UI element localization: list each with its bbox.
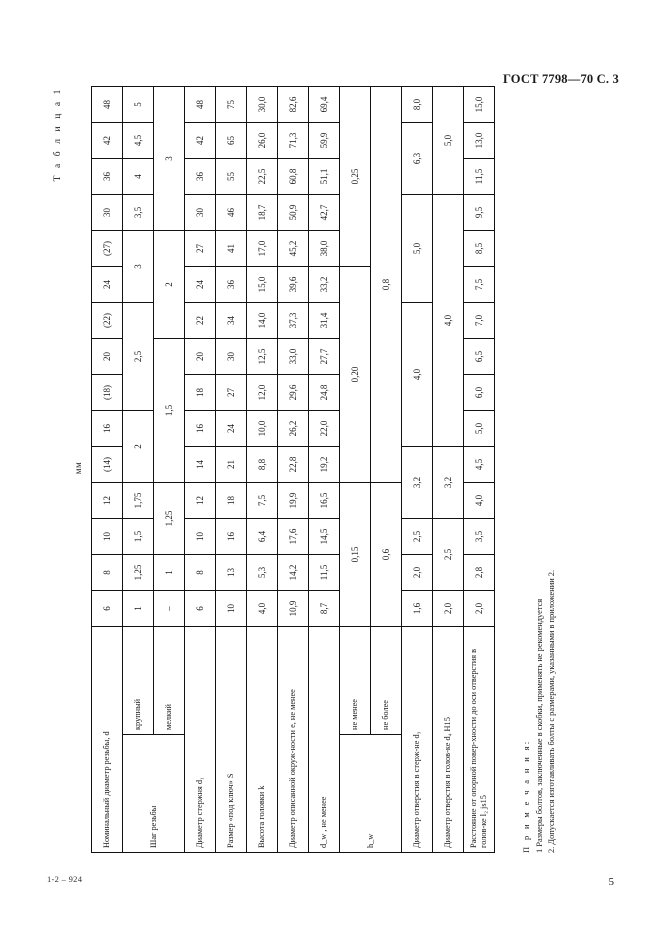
shank-d1-4: 14	[184, 446, 215, 482]
head-k-7: 12,5	[246, 338, 277, 374]
head-k-5: 10,0	[246, 410, 277, 446]
shank-d1-1: 8	[184, 554, 215, 590]
col-header-8: (22)	[91, 302, 122, 338]
dw-min-14: 69,4	[308, 86, 339, 122]
l2-7: 6,5	[463, 338, 494, 374]
col-header-9: 24	[91, 266, 122, 302]
col-header-2: 10	[91, 518, 122, 554]
shank-d1-9: 24	[184, 266, 215, 302]
wrench-s-13: 65	[215, 122, 246, 158]
pitch-fine-3: 1,5	[153, 338, 184, 482]
table-row-distance-l2	[463, 50, 494, 852]
head-k-14: 30,0	[246, 86, 277, 122]
head-k-13: 26,0	[246, 122, 277, 158]
shank-d1-6: 18	[184, 374, 215, 410]
shank-d1-14: 48	[184, 86, 215, 122]
page-number: 5	[608, 876, 614, 888]
wrench-s-8: 34	[215, 302, 246, 338]
hw-min-2: 0,25	[339, 86, 370, 266]
col-header-0: 6	[91, 590, 122, 626]
l2-14: 15,0	[463, 86, 494, 122]
hw-max-1: 0,8	[370, 86, 401, 482]
head-k-9: 15,0	[246, 266, 277, 302]
col-header-1: 8	[91, 554, 122, 590]
d3-3: 3,2	[401, 446, 432, 518]
footer-left: 1-2 – 924	[47, 874, 83, 884]
col-header-7: 20	[91, 338, 122, 374]
pitch-coarse-9: 4,5	[122, 122, 153, 158]
e-min-7: 33,0	[277, 338, 308, 374]
notes-block	[521, 83, 559, 853]
head-k-6: 12,0	[246, 374, 277, 410]
hw-max-0: 0,6	[370, 482, 401, 626]
dw-min-0: 8,7	[308, 590, 339, 626]
bolt-dimensions-table	[91, 50, 495, 853]
dw-min-1: 11,5	[308, 554, 339, 590]
head-k-0: 4,0	[246, 590, 277, 626]
col-header-3: 12	[91, 482, 122, 518]
wrench-s-6: 27	[215, 374, 246, 410]
pitch-coarse-7: 3,5	[122, 194, 153, 230]
note-item-1: 1 Размеры болтов, заключенные в скобки, применять не рекомендуется	[534, 598, 544, 853]
table-row-nominal-diameter	[91, 50, 122, 852]
e-min-14: 82,6	[277, 86, 308, 122]
wrench-s-0: 10	[215, 590, 246, 626]
pitch-fine-4: 2	[153, 230, 184, 338]
dw-min-11: 42,7	[308, 194, 339, 230]
e-min-13: 71,3	[277, 122, 308, 158]
table-row-hole-shank	[401, 50, 432, 852]
table-row-dw	[308, 50, 339, 852]
pitch-coarse-5: 2,5	[122, 302, 153, 410]
row-label-circumscribed-diameter: Диаметр описанной окруж‑ности e, не менее	[277, 626, 308, 852]
d3-1: 2,0	[401, 554, 432, 590]
pitch-coarse-1: 1,25	[122, 554, 153, 590]
col-header-12: 36	[91, 158, 122, 194]
d4-0: 2,0	[432, 590, 463, 626]
pitch-coarse-2: 1,5	[122, 518, 153, 554]
dw-min-9: 33,2	[308, 266, 339, 302]
shank-d1-10: 27	[184, 230, 215, 266]
table-row-circumscribed-diameter	[277, 50, 308, 852]
l2-3: 4,0	[463, 482, 494, 518]
table-row-pitch-coarse	[122, 50, 153, 852]
wrench-s-1: 13	[215, 554, 246, 590]
wrench-s-11: 46	[215, 194, 246, 230]
row-label-distance-l2: Расстояние от опорной повер‑хности до оси отверстия в голов‑ке l₂ js15	[463, 626, 494, 852]
row-label-hw: h_w	[339, 735, 401, 853]
col-header-4: (14)	[91, 446, 122, 482]
e-min-4: 22,8	[277, 446, 308, 482]
wrench-s-2: 16	[215, 518, 246, 554]
pitch-coarse-0: 1	[122, 590, 153, 626]
row-label-pitch-fine: мелкий	[153, 626, 184, 734]
shank-d1-8: 22	[184, 302, 215, 338]
e-min-3: 19,9	[277, 482, 308, 518]
page-header: ГОСТ 7798—70 С. 3	[502, 72, 619, 86]
head-k-2: 6,4	[246, 518, 277, 554]
table-caption: Т а б л и ц а 1	[52, 87, 63, 182]
head-k-12: 22,5	[246, 158, 277, 194]
d3-4: 4,0	[401, 302, 432, 446]
pitch-coarse-8: 4	[122, 158, 153, 194]
dw-min-10: 38,0	[308, 230, 339, 266]
row-label-hole-head: Диаметр отверстия в голов‑ке d₄ H15	[432, 626, 463, 852]
table-row-pitch-fine	[153, 50, 184, 852]
e-min-0: 10,9	[277, 590, 308, 626]
wrench-s-4: 21	[215, 446, 246, 482]
l2-12: 11,5	[463, 158, 494, 194]
e-min-2: 17,6	[277, 518, 308, 554]
e-min-6: 29,6	[277, 374, 308, 410]
dw-min-6: 24,8	[308, 374, 339, 410]
l2-4: 4,5	[463, 446, 494, 482]
dw-min-7: 27,7	[308, 338, 339, 374]
e-min-5: 26,2	[277, 410, 308, 446]
dw-min-3: 16,5	[308, 482, 339, 518]
unit-label: мм	[72, 461, 83, 475]
l2-2: 3,5	[463, 518, 494, 554]
head-k-10: 17,0	[246, 230, 277, 266]
head-k-8: 14,0	[246, 302, 277, 338]
shank-d1-3: 12	[184, 482, 215, 518]
dw-min-5: 22,0	[308, 410, 339, 446]
col-header-6: (18)	[91, 374, 122, 410]
pitch-fine-5: 3	[153, 86, 184, 230]
table-row-head-height	[246, 50, 277, 852]
l2-8: 7,0	[463, 302, 494, 338]
hw-min-1: 0,20	[339, 266, 370, 482]
dw-min-2: 14,5	[308, 518, 339, 554]
l2-6: 6,0	[463, 374, 494, 410]
dw-min-8: 31,4	[308, 302, 339, 338]
shank-d1-5: 16	[184, 410, 215, 446]
head-k-4: 8,8	[246, 446, 277, 482]
pitch-fine-0: –	[153, 590, 184, 626]
d4-1: 2,5	[432, 518, 463, 590]
l2-10: 8,5	[463, 230, 494, 266]
shank-d1-7: 20	[184, 338, 215, 374]
row-label-hole-shank: Диаметр отверстия в стерж‑не d₃	[401, 626, 432, 852]
row-label-dw: d_w , не менее	[308, 626, 339, 852]
row-label-shank-diameter: Диаметр стержня d₁	[184, 626, 215, 852]
row-label-wrench-size: Размер «под ключ» S	[215, 626, 246, 852]
pitch-fine-1: 1	[153, 554, 184, 590]
e-min-12: 60,8	[277, 158, 308, 194]
l2-1: 2,8	[463, 554, 494, 590]
wrench-s-10: 41	[215, 230, 246, 266]
table-row-hw-max	[370, 50, 401, 852]
row-label-head-height: Высота головки k	[246, 626, 277, 852]
l2-9: 7,5	[463, 266, 494, 302]
d4-2: 3,2	[432, 446, 463, 518]
pitch-coarse-6: 3	[122, 230, 153, 302]
e-min-8: 37,3	[277, 302, 308, 338]
head-k-1: 5,3	[246, 554, 277, 590]
e-min-1: 14,2	[277, 554, 308, 590]
table-row-hole-head	[432, 50, 463, 852]
notes-heading: П р и м е ч а н и я:	[521, 739, 531, 853]
e-min-10: 45,2	[277, 230, 308, 266]
wrench-s-5: 24	[215, 410, 246, 446]
table-container	[51, 83, 611, 853]
note-item-2: 2. Допускается изготавливать болты с размерами, указанными в приложении 2.	[546, 569, 556, 853]
row-label-thread-pitch: Шаг резьбы	[122, 735, 184, 853]
l2-11: 9,5	[463, 194, 494, 230]
wrench-s-14: 75	[215, 86, 246, 122]
dw-min-4: 19,2	[308, 446, 339, 482]
e-min-11: 50,9	[277, 194, 308, 230]
l2-5: 5,0	[463, 410, 494, 446]
d3-2: 2,5	[401, 518, 432, 554]
row-label-hw-max: не более	[370, 626, 401, 734]
d4-3: 4,0	[432, 194, 463, 446]
table-row-hw-min	[339, 50, 370, 852]
l2-13: 13,0	[463, 122, 494, 158]
dw-min-12: 51,1	[308, 158, 339, 194]
row-label-pitch-coarse: крупный	[122, 626, 153, 734]
row-label-nominal-diameter: Номинальный диаметр резьбы, d	[91, 626, 122, 852]
wrench-s-3: 18	[215, 482, 246, 518]
table-row-wrench-size	[215, 50, 246, 852]
head-k-11: 18,7	[246, 194, 277, 230]
hw-min-0: 0,15	[339, 482, 370, 626]
col-header-13: 42	[91, 122, 122, 158]
d3-0: 1,6	[401, 590, 432, 626]
table-row-shank-diameter	[184, 50, 215, 852]
wrench-s-12: 55	[215, 158, 246, 194]
pitch-coarse-10: 5	[122, 86, 153, 122]
wrench-s-9: 36	[215, 266, 246, 302]
pitch-coarse-3: 1,75	[122, 482, 153, 518]
l2-0: 2,0	[463, 590, 494, 626]
pitch-coarse-4: 2	[122, 410, 153, 482]
d3-7: 8,0	[401, 86, 432, 122]
e-min-9: 39,6	[277, 266, 308, 302]
shank-d1-13: 42	[184, 122, 215, 158]
dw-min-13: 59,9	[308, 122, 339, 158]
wrench-s-7: 30	[215, 338, 246, 374]
row-label-hw-min: не менее	[339, 626, 370, 734]
col-header-10: (27)	[91, 230, 122, 266]
col-header-11: 30	[91, 194, 122, 230]
head-k-3: 7,5	[246, 482, 277, 518]
pitch-fine-2: 1,25	[153, 482, 184, 554]
col-header-5: 16	[91, 410, 122, 446]
col-header-14: 48	[91, 86, 122, 122]
shank-d1-0: 6	[184, 590, 215, 626]
d4-4: 5,0	[432, 86, 463, 194]
d3-5: 5,0	[401, 194, 432, 302]
shank-d1-2: 10	[184, 518, 215, 554]
shank-d1-11: 30	[184, 194, 215, 230]
shank-d1-12: 36	[184, 158, 215, 194]
d3-6: 6,3	[401, 122, 432, 194]
